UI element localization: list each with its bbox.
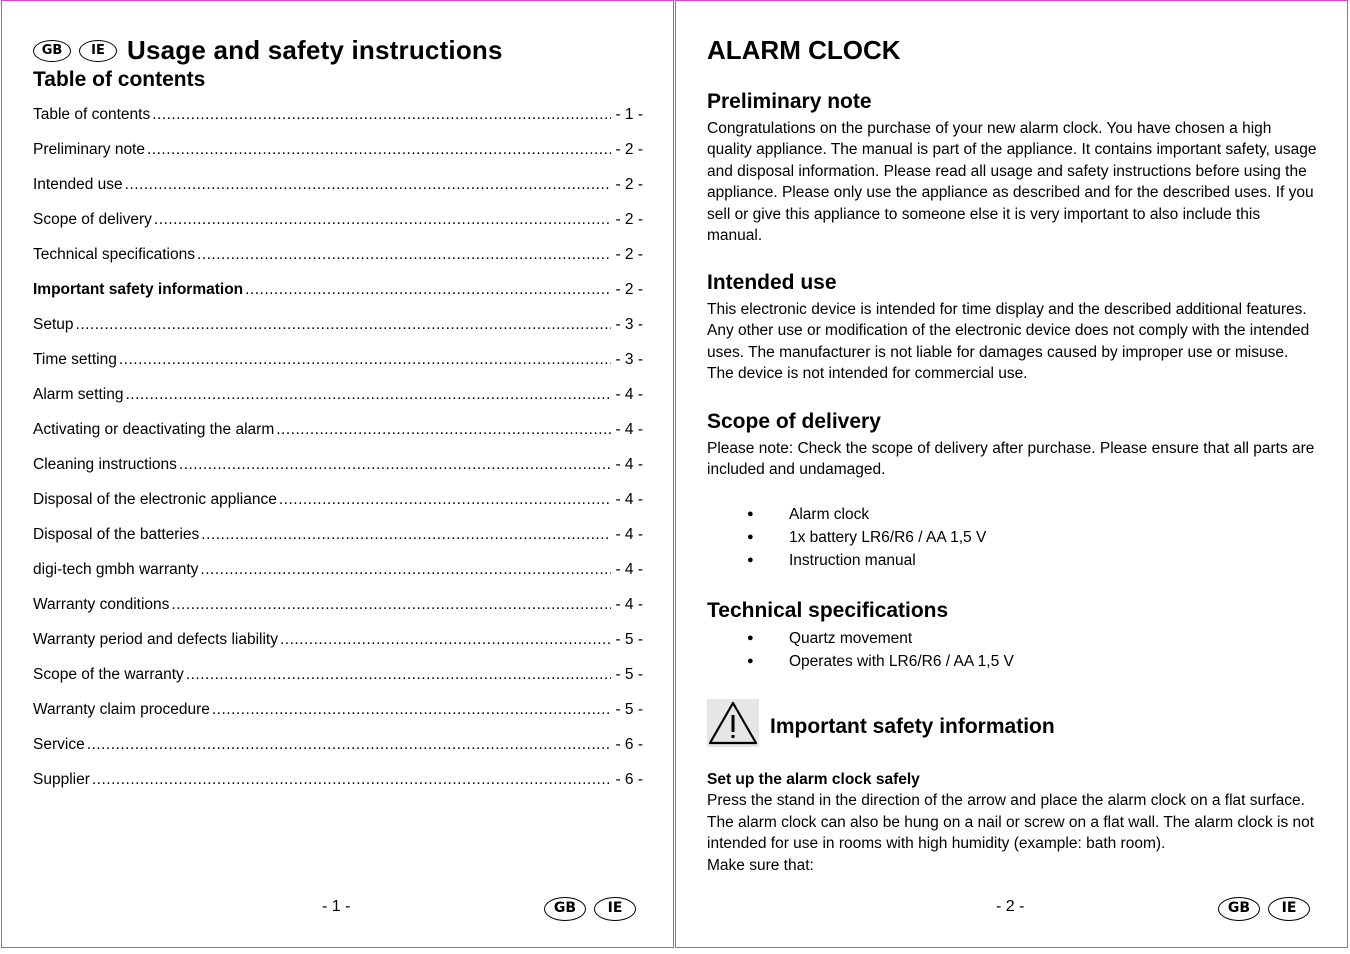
subheading: Set up the alarm clock safely	[707, 771, 920, 788]
section-heading: Preliminary note	[707, 90, 872, 113]
section-heading: Intended use	[707, 271, 837, 294]
toc-entry	[33, 176, 643, 211]
scope-note: Please note: Check the scope of delivery after purchase. Please ensure that all parts are included and undamaged.	[707, 440, 1315, 479]
toc-entry	[33, 666, 643, 701]
page-title: Usage and safety instructions	[127, 35, 503, 65]
toc-label: Alarm setting	[33, 386, 124, 403]
toc-leader-dots	[119, 351, 612, 369]
toc-page-number: - 4 -	[615, 596, 643, 613]
toc-entry	[33, 701, 643, 736]
toc-leader-dots	[125, 176, 612, 194]
section-safety-setup	[707, 769, 1322, 876]
toc-leader-dots	[152, 106, 611, 124]
toc-label: Disposal of the batteries	[33, 526, 200, 543]
toc-label: Important safety information	[33, 281, 244, 298]
toc-leader-dots	[179, 456, 612, 474]
toc-label: Preliminary note	[33, 141, 145, 158]
toc-entry	[33, 211, 643, 246]
toc-page-number: - 6 -	[615, 736, 643, 753]
toc-page-number: - 4 -	[615, 561, 643, 578]
toc-leader-dots	[125, 386, 611, 404]
toc-page-number: - 2 -	[615, 141, 643, 158]
toc-label: digi-tech gmbh warranty	[33, 561, 199, 578]
toc-label: Warranty conditions	[33, 596, 170, 613]
toc-label: Service	[33, 736, 85, 753]
list-item: ● Alarm clock	[707, 503, 1317, 526]
toc-entry	[33, 596, 643, 631]
toc-leader-dots	[276, 421, 611, 439]
toc-entry	[33, 491, 643, 526]
toc-leader-dots	[197, 246, 611, 264]
section-preliminary-note	[707, 90, 1317, 246]
toc-page-number: - 2 -	[615, 246, 643, 263]
toc-page-number: - 6 -	[615, 771, 643, 788]
toc-leader-dots	[200, 561, 611, 579]
toc-label: Disposal of the electronic appliance	[33, 491, 277, 508]
list-item: ● Instruction manual	[707, 549, 1317, 572]
toc-leader-dots	[87, 736, 612, 754]
toc-label: Time setting	[33, 351, 117, 368]
toc-label: Scope of delivery	[33, 211, 152, 228]
list-item: ● 1x battery LR6/R6 / AA 1,5 V	[707, 526, 1317, 549]
toc-leader-dots	[171, 596, 611, 614]
toc-page-number: - 4 -	[615, 421, 643, 438]
toc-page-number: - 2 -	[615, 211, 643, 228]
toc-leader-dots	[212, 701, 612, 719]
toc-leader-dots	[201, 526, 611, 544]
toc-page-number: - 2 -	[615, 281, 643, 298]
footer-badges	[1218, 897, 1310, 921]
toc-page-number: - 1 -	[615, 106, 643, 123]
toc-entry	[33, 386, 643, 421]
toc-label: Intended use	[33, 176, 123, 193]
page-title: ALARM CLOCK	[707, 35, 901, 65]
ie-badge: IE	[79, 40, 117, 62]
ie-badge: IE	[594, 897, 636, 921]
toc-leader-dots	[147, 141, 611, 159]
footer-badges	[544, 897, 636, 921]
title-row	[33, 35, 503, 66]
toc-label: Setup	[33, 316, 74, 333]
page-number: - 2 -	[996, 898, 1025, 915]
toc-label: Scope of the warranty	[33, 666, 184, 683]
toc-page-number: - 2 -	[615, 176, 643, 193]
toc-entry	[33, 141, 643, 176]
section-scope-of-delivery	[707, 410, 1317, 572]
list-item: ● Operates with LR6/R6 / AA 1,5 V	[707, 650, 1317, 673]
toc-page-number: - 5 -	[615, 666, 643, 683]
scope-list	[707, 503, 1317, 572]
toc-entry	[33, 246, 643, 281]
toc-entry	[33, 736, 643, 771]
toc-entry	[33, 631, 643, 666]
toc-page-number: - 4 -	[615, 386, 643, 403]
toc-page-number: - 3 -	[615, 351, 643, 368]
toc-label: Supplier	[33, 771, 90, 788]
toc-leader-dots	[279, 491, 612, 509]
section-text: Congratulations on the purchase of your new alarm clock. You have chosen a high quality appliance. The manual is part of the appliance. It contains important safety, usage and disposal information. Please read all usage and safety instructions before using the appliance. Please only use the appliance as described and for the described uses. If you sell or give this appliance to someone else it is very important to also include this manual.	[707, 120, 1317, 245]
gb-badge: GB	[544, 897, 586, 921]
toc-leader-dots	[92, 771, 612, 789]
toc-entry	[33, 281, 643, 316]
toc-entry	[33, 351, 643, 386]
warning-triangle-icon	[707, 699, 759, 747]
toc-page-number: - 4 -	[615, 526, 643, 543]
toc-entry	[33, 106, 643, 141]
toc-label: Technical specifications	[33, 246, 195, 263]
toc-entry	[33, 421, 643, 456]
toc-entry	[33, 561, 643, 596]
toc-label: Activating or deactivating the alarm	[33, 421, 275, 438]
toc-page-number: - 4 -	[615, 491, 643, 508]
tech-list	[707, 627, 1317, 673]
toc-leader-dots	[186, 666, 612, 684]
toc-label: Warranty period and defects liability	[33, 631, 278, 648]
toc-page-number: - 5 -	[615, 701, 643, 718]
section-text: Make sure that:	[707, 856, 814, 874]
ie-badge: IE	[1268, 897, 1310, 921]
toc-heading: Table of contents	[33, 68, 206, 91]
toc-leader-dots	[76, 316, 612, 334]
left-page	[1, 0, 674, 948]
section-intended-use	[707, 271, 1317, 385]
section-text: Press the stand in the direction of the arrow and place the alarm clock on a flat surface. The alarm clock can also be hung on a nail or screw on a flat wall. The alarm clock is not intended for use in rooms with high humidity (example: bath room).	[707, 792, 1315, 853]
section-heading: Important safety information	[770, 715, 1055, 738]
gb-badge: GB	[1218, 897, 1260, 921]
section-technical-specifications	[707, 599, 1317, 673]
section-text: This electronic device is intended for time display and the described additional features. Any other use or modification of the electronic device does not comply with the intended uses. The manufacturer is not liable for damages caused by improper use or misuse. The device is not intended for commercial use.	[707, 301, 1310, 383]
toc-page-number: - 4 -	[615, 456, 643, 473]
list-item: ● Quartz movement	[707, 627, 1317, 650]
toc-leader-dots	[245, 281, 611, 299]
toc-page-number: - 3 -	[615, 316, 643, 333]
table-of-contents	[33, 106, 643, 806]
toc-label: Cleaning instructions	[33, 456, 177, 473]
toc-leader-dots	[154, 211, 612, 229]
right-page	[675, 0, 1348, 948]
section-heading: Scope of delivery	[707, 410, 881, 433]
page-number: - 1 -	[322, 898, 351, 915]
toc-entry	[33, 771, 643, 806]
section-heading: Technical specifications	[707, 599, 949, 622]
toc-entry	[33, 456, 643, 491]
toc-leader-dots	[280, 631, 611, 649]
toc-label: Table of contents	[33, 106, 151, 123]
toc-entry	[33, 316, 643, 351]
toc-entry	[33, 526, 643, 561]
gb-badge: GB	[33, 40, 71, 62]
toc-page-number: - 5 -	[615, 631, 643, 648]
toc-label: Warranty claim procedure	[33, 701, 210, 718]
